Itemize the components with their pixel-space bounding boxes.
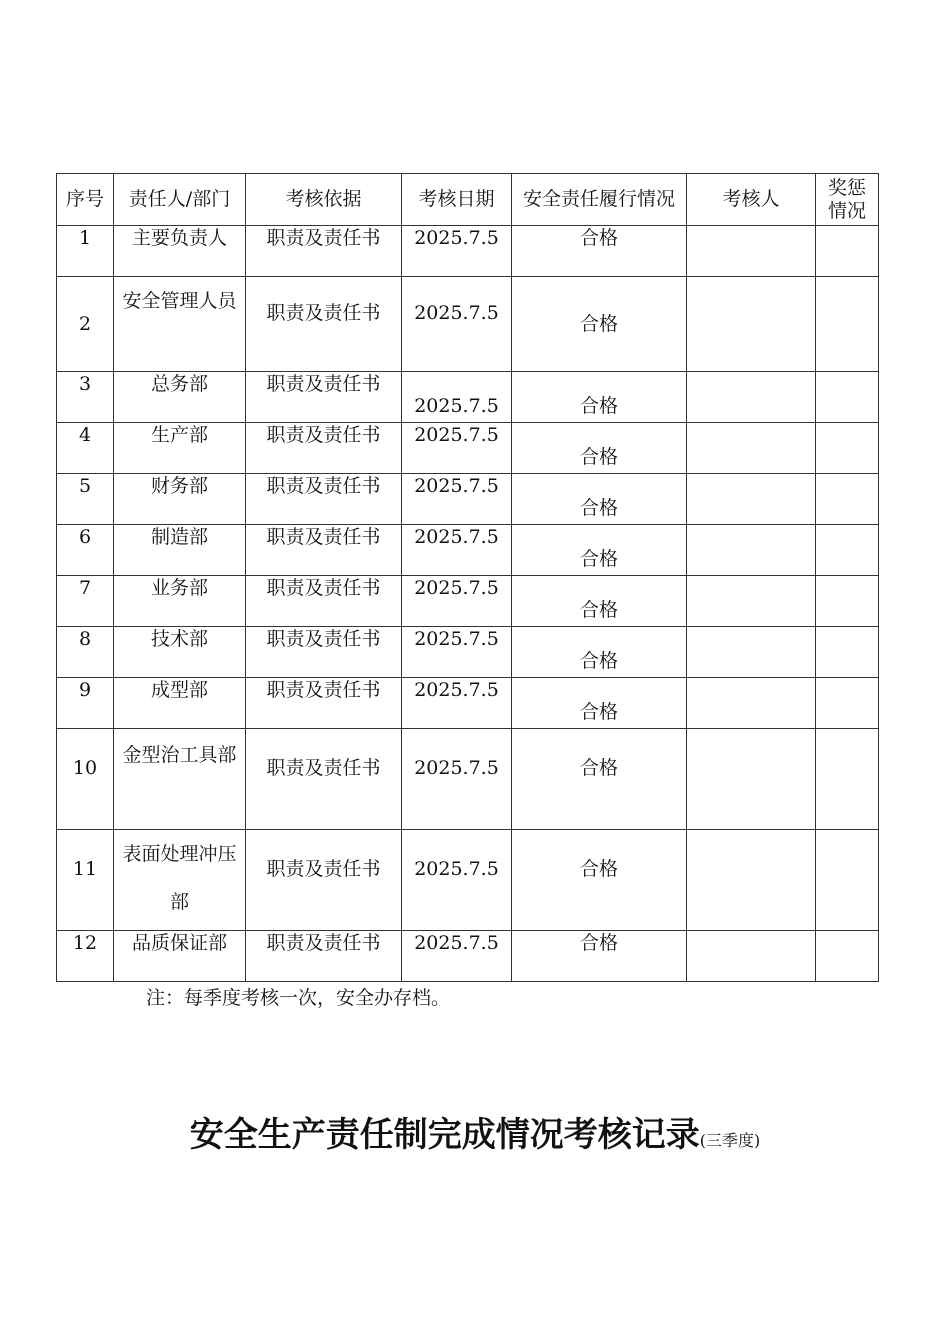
table-row bbox=[57, 226, 879, 277]
cell-date: 2025.7.5 bbox=[402, 576, 512, 627]
cell-assessor bbox=[687, 474, 816, 525]
cell-result: 合格 bbox=[512, 423, 687, 474]
cell-basis: 职责及责任书 bbox=[246, 931, 402, 982]
cell-dept: 成型部 bbox=[114, 678, 246, 729]
cell-result: 合格 bbox=[512, 576, 687, 627]
cell-dept: 制造部 bbox=[114, 525, 246, 576]
cell-assessor bbox=[687, 830, 816, 931]
cell-result: 合格 bbox=[512, 931, 687, 982]
cell-result: 合格 bbox=[512, 372, 687, 423]
cell-assessor bbox=[687, 423, 816, 474]
cell-date: 2025.7.5 bbox=[402, 830, 512, 931]
cell-basis: 职责及责任书 bbox=[246, 729, 402, 830]
table-row bbox=[57, 931, 879, 982]
header-dept: 责任人/部门 bbox=[114, 174, 246, 226]
table-row bbox=[57, 423, 879, 474]
cell-date: 2025.7.5 bbox=[402, 226, 512, 277]
table-row bbox=[57, 678, 879, 729]
cell-date: 2025.7.5 bbox=[402, 372, 512, 423]
header-no: 序号 bbox=[57, 174, 114, 226]
cell-basis: 职责及责任书 bbox=[246, 277, 402, 372]
cell-result: 合格 bbox=[512, 729, 687, 830]
cell-dept: 品质保证部 bbox=[114, 931, 246, 982]
table-row bbox=[57, 525, 879, 576]
cell-date: 2025.7.5 bbox=[402, 729, 512, 830]
cell-assessor bbox=[687, 226, 816, 277]
table-row bbox=[57, 627, 879, 678]
cell-dept: 表面处理冲压部 bbox=[114, 830, 246, 931]
cell-no: 7 bbox=[57, 576, 114, 627]
cell-result: 合格 bbox=[512, 474, 687, 525]
cell-reward bbox=[816, 576, 879, 627]
cell-basis: 职责及责任书 bbox=[246, 678, 402, 729]
cell-reward bbox=[816, 474, 879, 525]
cell-result: 合格 bbox=[512, 277, 687, 372]
cell-no: 6 bbox=[57, 525, 114, 576]
cell-assessor bbox=[687, 931, 816, 982]
table-note: 注：每季度考核一次，安全办存档。 bbox=[146, 987, 451, 1009]
cell-reward bbox=[816, 226, 879, 277]
cell-date: 2025.7.5 bbox=[402, 474, 512, 525]
table-row bbox=[57, 474, 879, 525]
cell-basis: 职责及责任书 bbox=[246, 372, 402, 423]
cell-assessor bbox=[687, 576, 816, 627]
cell-no: 12 bbox=[57, 931, 114, 982]
cell-reward bbox=[816, 277, 879, 372]
cell-basis: 职责及责任书 bbox=[246, 226, 402, 277]
cell-date: 2025.7.5 bbox=[402, 525, 512, 576]
cell-no: 1 bbox=[57, 226, 114, 277]
cell-dept: 业务部 bbox=[114, 576, 246, 627]
cell-basis: 职责及责任书 bbox=[246, 423, 402, 474]
cell-dept: 生产部 bbox=[114, 423, 246, 474]
cell-no: 9 bbox=[57, 678, 114, 729]
table-row bbox=[57, 372, 879, 423]
cell-date: 2025.7.5 bbox=[402, 931, 512, 982]
cell-reward bbox=[816, 830, 879, 931]
cell-no: 2 bbox=[57, 277, 114, 372]
header-basis: 考核依据 bbox=[246, 174, 402, 226]
table-header-row bbox=[57, 174, 879, 226]
cell-assessor bbox=[687, 525, 816, 576]
cell-reward bbox=[816, 729, 879, 830]
assessment-table bbox=[56, 173, 879, 982]
cell-no: 3 bbox=[57, 372, 114, 423]
cell-dept: 总务部 bbox=[114, 372, 246, 423]
cell-dept: 安全管理人员 bbox=[114, 277, 246, 372]
cell-reward bbox=[816, 423, 879, 474]
cell-dept: 金型治工具部 bbox=[114, 729, 246, 830]
cell-no: 11 bbox=[57, 830, 114, 931]
cell-result: 合格 bbox=[512, 627, 687, 678]
cell-reward bbox=[816, 372, 879, 423]
cell-assessor bbox=[687, 277, 816, 372]
table-row bbox=[57, 576, 879, 627]
table-row bbox=[57, 277, 879, 372]
cell-date: 2025.7.5 bbox=[402, 678, 512, 729]
cell-assessor bbox=[687, 678, 816, 729]
cell-assessor bbox=[687, 729, 816, 830]
cell-dept: 技术部 bbox=[114, 627, 246, 678]
cell-reward bbox=[816, 931, 879, 982]
cell-date: 2025.7.5 bbox=[402, 423, 512, 474]
cell-basis: 职责及责任书 bbox=[246, 830, 402, 931]
cell-result: 合格 bbox=[512, 830, 687, 931]
cell-reward bbox=[816, 525, 879, 576]
page-title bbox=[0, 1110, 950, 1166]
cell-basis: 职责及责任书 bbox=[246, 627, 402, 678]
cell-no: 5 bbox=[57, 474, 114, 525]
title-main: 安全生产责任制完成情况考核记录 bbox=[189, 1115, 700, 1155]
cell-dept: 财务部 bbox=[114, 474, 246, 525]
cell-reward bbox=[816, 678, 879, 729]
cell-assessor bbox=[687, 627, 816, 678]
cell-no: 8 bbox=[57, 627, 114, 678]
cell-no: 4 bbox=[57, 423, 114, 474]
cell-no: 10 bbox=[57, 729, 114, 830]
cell-result: 合格 bbox=[512, 525, 687, 576]
cell-assessor bbox=[687, 372, 816, 423]
header-reward: 奖惩情况 bbox=[816, 174, 879, 226]
cell-date: 2025.7.5 bbox=[402, 627, 512, 678]
table-row bbox=[57, 830, 879, 931]
header-assessor: 考核人 bbox=[687, 174, 816, 226]
cell-dept: 主要负责人 bbox=[114, 226, 246, 277]
cell-result: 合格 bbox=[512, 678, 687, 729]
header-date: 考核日期 bbox=[402, 174, 512, 226]
cell-basis: 职责及责任书 bbox=[246, 576, 402, 627]
title-sub: (三季度) bbox=[699, 1131, 761, 1150]
cell-result: 合格 bbox=[512, 226, 687, 277]
cell-basis: 职责及责任书 bbox=[246, 474, 402, 525]
cell-basis: 职责及责任书 bbox=[246, 525, 402, 576]
table-row bbox=[57, 729, 879, 830]
header-result: 安全责任履行情况 bbox=[512, 174, 687, 226]
cell-reward bbox=[816, 627, 879, 678]
cell-date: 2025.7.5 bbox=[402, 277, 512, 372]
